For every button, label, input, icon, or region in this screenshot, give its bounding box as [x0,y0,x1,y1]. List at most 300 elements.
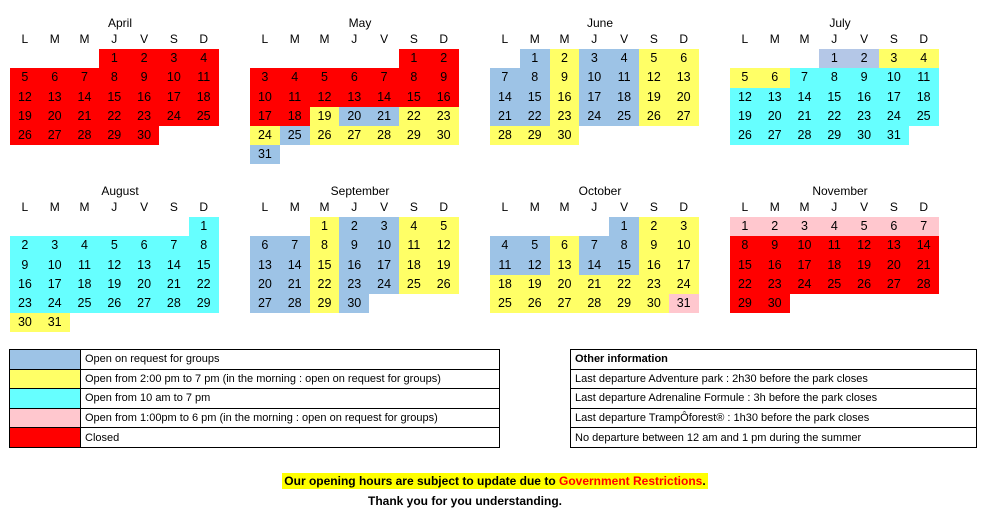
legend-row [10,389,500,409]
day-cell: 1 [520,49,550,68]
weekday-header: L [741,200,749,214]
day-cell: 28 [909,275,939,294]
day-cell: 22 [399,107,429,126]
day-cell: 17 [159,88,189,107]
month-november [720,184,960,313]
day-cell: 14 [369,88,399,107]
day-cell: 10 [40,256,70,275]
day-cell: 24 [790,275,820,294]
day-cell: 9 [550,68,580,87]
day-cell: 27 [129,294,159,313]
day-cell: 11 [490,256,520,275]
day-cell: 23 [429,107,459,126]
day-cell: 17 [369,256,399,275]
notice-prefix: Our opening hours are subject to update due to [284,474,559,488]
empty-cell [99,217,129,236]
day-cell: 3 [879,49,909,68]
day-cell: 23 [760,275,790,294]
day-cell: 16 [129,88,159,107]
day-cell: 30 [760,294,790,313]
day-cell: 15 [310,256,340,275]
info-row [571,428,977,448]
day-cell: 31 [669,294,699,313]
weekday-header: J [111,200,118,214]
day-cell: 4 [609,49,639,68]
weekday-header: M [79,32,90,46]
day-cell: 15 [399,88,429,107]
day-cell: 17 [669,256,699,275]
day-cell: 1 [609,217,639,236]
info-row [571,369,977,389]
legend-row [10,369,500,389]
day-cell: 8 [99,68,129,87]
weekday-header: L [261,200,269,214]
day-cell: 12 [99,256,129,275]
empty-cell [490,49,520,68]
day-cell: 6 [339,68,369,87]
weekday-header: J [111,32,118,46]
day-cell: 2 [760,217,790,236]
government-restrictions-text: Government Restrictions [558,474,703,488]
day-cell: 19 [310,107,340,126]
legend-swatch [10,408,81,428]
day-cell: 19 [520,275,550,294]
legend-swatch [10,369,81,389]
day-cell: 7 [579,236,609,255]
day-cell: 26 [429,275,459,294]
day-cell: 23 [129,107,159,126]
day-cell: 28 [579,294,609,313]
day-cell: 13 [250,256,280,275]
day-cell: 9 [760,236,790,255]
day-cell: 22 [609,275,639,294]
weekday-header: M [319,32,330,46]
day-cell: 23 [639,275,669,294]
day-cell: 6 [129,236,159,255]
day-cell: 20 [669,88,699,107]
day-cell: 1 [730,217,760,236]
day-cell: 24 [159,107,189,126]
month-grid [250,198,480,313]
month-grid [730,30,960,145]
day-cell: 12 [429,236,459,255]
day-cell: 22 [310,275,340,294]
day-cell: 26 [99,294,129,313]
day-cell: 1 [99,49,129,68]
info-line: Last departure Adventure park : 2h30 before the park closes [571,369,977,389]
day-cell: 23 [550,107,580,126]
day-cell: 16 [760,256,790,275]
empty-cell [40,49,70,68]
empty-cell [760,49,790,68]
day-cell: 10 [669,236,699,255]
day-cell: 21 [280,275,310,294]
day-cell: 9 [849,68,879,87]
month-june [480,16,720,145]
day-cell: 8 [520,68,550,87]
day-cell: 27 [879,275,909,294]
day-cell: 24 [669,275,699,294]
month-april [0,16,240,145]
day-cell: 17 [40,275,70,294]
empty-cell [490,217,520,236]
day-cell: 9 [10,256,40,275]
day-cell: 12 [520,256,550,275]
info-line: Last departure TrampÔforest® : 1h30 before the park closes [571,408,977,428]
day-cell: 7 [159,236,189,255]
day-cell: 27 [669,107,699,126]
weekday-header: V [380,200,389,214]
month-title: November [812,184,868,198]
day-cell: 24 [579,107,609,126]
empty-cell [129,217,159,236]
month-title: May [348,16,372,30]
day-cell: 19 [429,256,459,275]
empty-cell [790,49,820,68]
day-cell: 17 [250,107,280,126]
weekday-header: S [649,32,658,46]
empty-cell [250,49,280,68]
day-cell: 9 [639,236,669,255]
day-cell: 18 [819,256,849,275]
month-may [240,16,480,164]
day-cell: 19 [730,107,760,126]
day-cell: 22 [520,107,550,126]
day-cell: 1 [189,217,219,236]
day-cell: 21 [490,107,520,126]
day-cell: 10 [579,68,609,87]
day-cell: 23 [849,107,879,126]
day-cell: 29 [609,294,639,313]
month-grid [490,198,720,313]
day-cell: 15 [99,88,129,107]
day-cell: 4 [909,49,939,68]
day-cell: 12 [639,68,669,87]
day-cell: 24 [250,126,280,145]
day-cell: 21 [909,256,939,275]
empty-cell [280,217,310,236]
empty-cell [339,49,369,68]
notice-suffix: . [702,474,706,488]
legend-text: Open from 1:00pm to 6 pm (in the morning : open on request for groups) [81,408,500,428]
day-cell: 27 [250,294,280,313]
weekday-header: D [199,200,209,214]
day-cell: 5 [429,217,459,236]
day-cell: 5 [99,236,129,255]
day-cell: 28 [490,126,520,145]
day-cell: 11 [70,256,100,275]
weekday-header: L [261,32,269,46]
day-cell: 8 [310,236,340,255]
day-cell: 20 [339,107,369,126]
notice-highlight-box [282,473,707,489]
weekday-header: D [439,32,449,46]
day-cell: 3 [250,68,280,87]
day-cell: 30 [429,126,459,145]
legend-text: Open from 10 am to 7 pm [81,389,500,409]
day-cell: 23 [339,275,369,294]
day-cell: 4 [280,68,310,87]
day-cell: 14 [280,256,310,275]
weekday-header: J [351,32,358,46]
day-cell: 20 [40,107,70,126]
weekday-header: M [529,200,540,214]
day-cell: 30 [550,126,580,145]
weekday-header: V [860,200,869,214]
legend-swatch [10,428,81,448]
day-cell: 20 [250,275,280,294]
weekday-header: L [741,32,749,46]
weekday-header: V [860,32,869,46]
month-title: August [101,184,139,198]
day-cell: 6 [879,217,909,236]
day-cell: 7 [790,68,820,87]
weekday-header: S [409,200,418,214]
month-grid [10,198,240,332]
empty-cell [550,217,580,236]
day-cell: 9 [129,68,159,87]
weekday-header: M [79,200,90,214]
day-cell: 26 [730,126,760,145]
weekday-header: L [21,32,29,46]
weekday-header: L [21,200,29,214]
day-cell: 10 [250,88,280,107]
weekday-header: D [679,200,689,214]
weekday-header: S [169,200,178,214]
day-cell: 8 [399,68,429,87]
day-cell: 25 [609,107,639,126]
day-cell: 19 [849,256,879,275]
day-cell: 15 [609,256,639,275]
month-grid [730,198,960,313]
thanks-text: Thank you for you understanding. [367,494,562,508]
day-cell: 17 [879,88,909,107]
day-cell: 27 [550,294,580,313]
day-cell: 25 [909,107,939,126]
day-cell: 20 [760,107,790,126]
day-cell: 22 [99,107,129,126]
day-cell: 3 [159,49,189,68]
other-information-header: Other information [571,350,977,370]
day-cell: 13 [129,256,159,275]
day-cell: 5 [10,68,40,87]
day-cell: 18 [70,275,100,294]
day-cell: 24 [369,275,399,294]
day-cell: 15 [189,256,219,275]
day-cell: 29 [730,294,760,313]
weekday-header: M [49,200,60,214]
legend-swatch [10,350,81,370]
day-cell: 21 [70,107,100,126]
day-cell: 15 [520,88,550,107]
empty-cell [369,49,399,68]
day-cell: 17 [790,256,820,275]
month-title: July [829,16,851,30]
month-title: June [586,16,614,30]
day-cell: 8 [189,236,219,255]
empty-cell [520,217,550,236]
day-cell: 29 [520,126,550,145]
day-cell: 29 [310,294,340,313]
day-cell: 18 [399,256,429,275]
month-july [720,16,960,145]
day-cell: 24 [879,107,909,126]
day-cell: 19 [99,275,129,294]
day-cell: 16 [550,88,580,107]
day-cell: 8 [819,68,849,87]
legend-text: Closed [81,428,500,448]
day-cell: 8 [730,236,760,255]
month-title: April [107,16,132,30]
day-cell: 29 [189,294,219,313]
day-cell: 31 [250,145,280,164]
opening-hours-notice [0,474,990,488]
weekday-header: M [559,32,570,46]
legend-swatch [10,389,81,409]
weekday-header: D [439,200,449,214]
day-cell: 7 [369,68,399,87]
day-cell: 11 [280,88,310,107]
day-cell: 16 [429,88,459,107]
day-cell: 21 [579,275,609,294]
day-cell: 25 [819,275,849,294]
day-cell: 26 [10,126,40,145]
day-cell: 20 [129,275,159,294]
day-cell: 15 [819,88,849,107]
legend-text: Open on request for groups [81,350,500,370]
day-cell: 10 [879,68,909,87]
day-cell: 2 [550,49,580,68]
day-cell: 16 [10,275,40,294]
day-cell: 8 [609,236,639,255]
day-cell: 5 [520,236,550,255]
day-cell: 22 [189,275,219,294]
day-cell: 13 [879,236,909,255]
day-cell: 12 [730,88,760,107]
day-cell: 29 [99,126,129,145]
legend-row [10,350,500,370]
day-cell: 14 [159,256,189,275]
weekday-header: V [380,32,389,46]
empty-cell [10,49,40,68]
day-cell: 4 [70,236,100,255]
day-cell: 13 [760,88,790,107]
day-cell: 5 [849,217,879,236]
day-cell: 25 [70,294,100,313]
day-cell: 12 [849,236,879,255]
weekday-header: J [831,200,838,214]
day-cell: 18 [280,107,310,126]
day-cell: 28 [790,126,820,145]
weekday-header: J [591,200,598,214]
day-cell: 12 [310,88,340,107]
legend-row [10,408,500,428]
day-cell: 30 [849,126,879,145]
weekday-header: S [169,32,178,46]
day-cell: 11 [189,68,219,87]
day-cell: 27 [339,126,369,145]
day-cell: 2 [129,49,159,68]
day-cell: 29 [399,126,429,145]
day-cell: 18 [490,275,520,294]
other-information-table [570,349,977,448]
day-cell: 9 [429,68,459,87]
day-cell: 5 [639,49,669,68]
day-cell: 7 [280,236,310,255]
legend-row [10,428,500,448]
day-cell: 25 [189,107,219,126]
day-cell: 26 [310,126,340,145]
weekday-header: D [679,32,689,46]
day-cell: 16 [339,256,369,275]
weekday-header: V [620,32,629,46]
day-cell: 26 [849,275,879,294]
day-cell: 21 [790,107,820,126]
weekday-header: M [769,200,780,214]
day-cell: 2 [10,236,40,255]
day-cell: 11 [819,236,849,255]
day-cell: 30 [639,294,669,313]
day-cell: 6 [40,68,70,87]
day-cell: 3 [40,236,70,255]
weekday-header: M [289,200,300,214]
day-cell: 16 [639,256,669,275]
weekday-header: S [889,32,898,46]
day-cell: 14 [579,256,609,275]
day-cell: 6 [669,49,699,68]
month-grid [250,30,480,164]
info-row [571,408,977,428]
day-cell: 17 [579,88,609,107]
weekday-header: S [889,200,898,214]
info-row [571,389,977,409]
day-cell: 30 [129,126,159,145]
day-cell: 29 [819,126,849,145]
weekday-header: D [919,32,929,46]
day-cell: 28 [369,126,399,145]
day-cell: 3 [790,217,820,236]
weekday-header: M [529,32,540,46]
day-cell: 14 [909,236,939,255]
day-cell: 22 [730,275,760,294]
day-cell: 4 [490,236,520,255]
day-cell: 1 [819,49,849,68]
month-october [480,184,720,313]
day-cell: 31 [879,126,909,145]
day-cell: 26 [639,107,669,126]
day-cell: 2 [339,217,369,236]
day-cell: 19 [10,107,40,126]
weekday-header: M [559,200,570,214]
day-cell: 14 [790,88,820,107]
day-cell: 18 [609,88,639,107]
weekday-header: M [769,32,780,46]
info-line: Last departure Adrenaline Formule : 3h before the park closes [571,389,977,409]
weekday-header: L [501,200,509,214]
day-cell: 4 [399,217,429,236]
day-cell: 20 [550,275,580,294]
day-cell: 31 [40,313,70,332]
weekday-header: V [620,200,629,214]
day-cell: 20 [879,256,909,275]
day-cell: 18 [189,88,219,107]
weekday-header: M [799,200,810,214]
day-cell: 6 [760,68,790,87]
empty-cell [730,49,760,68]
day-cell: 13 [339,88,369,107]
day-cell: 2 [429,49,459,68]
weekday-header: D [199,32,209,46]
